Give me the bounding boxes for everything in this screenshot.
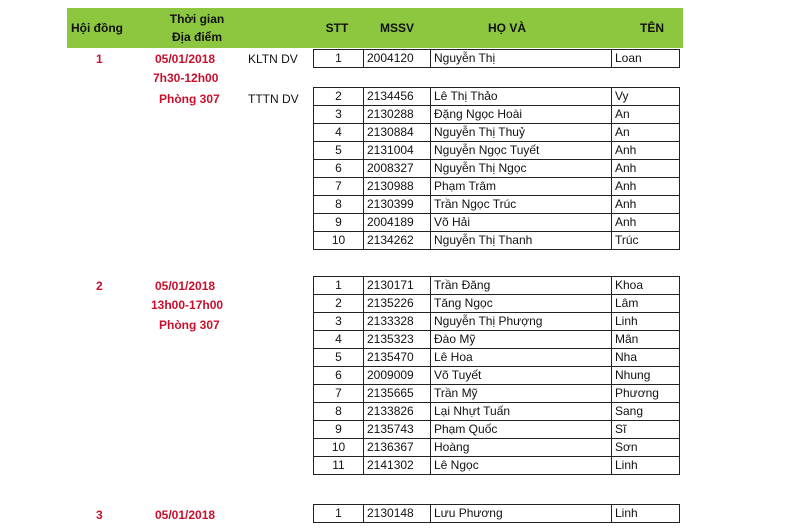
mssv-cell: 2131004	[364, 142, 431, 160]
ho-cell: Lại Nhựt Tuấn	[431, 403, 612, 421]
stt-cell: 1	[314, 505, 364, 523]
mssv-cell: 2133328	[364, 313, 431, 331]
ho-cell: Phạm Quốc	[431, 421, 612, 439]
ho-cell: Lê Thị Thảo	[431, 88, 612, 106]
table-row	[314, 295, 680, 313]
ho-cell: Nguyễn Thị Thuỷ	[431, 124, 612, 142]
table-row	[314, 385, 680, 403]
table-row	[314, 421, 680, 439]
council-2-table	[313, 276, 680, 475]
mssv-cell: 2008327	[364, 160, 431, 178]
mssv-cell: 2004120	[364, 50, 431, 68]
header-dia-diem: Địa điểm	[171, 30, 222, 44]
table-row	[314, 505, 680, 523]
ho-cell: Nguyễn Ngọc Tuyết	[431, 142, 612, 160]
ten-cell: Phương	[612, 385, 680, 403]
table-row	[314, 349, 680, 367]
mssv-cell: 2134262	[364, 232, 431, 250]
ten-cell: Anh	[612, 178, 680, 196]
stt-cell: 3	[314, 313, 364, 331]
table-row	[314, 160, 680, 178]
mssv-cell: 2130171	[364, 277, 431, 295]
header-ho-va: HỌ VÀ	[487, 21, 526, 35]
council-2-time: 13h00-17h00	[151, 298, 224, 312]
ho-cell: Lê Hoa	[431, 349, 612, 367]
table-row	[314, 214, 680, 232]
ten-cell: Khoa	[612, 277, 680, 295]
council-2-room: Phòng 307	[159, 318, 220, 332]
council-1-room: Phòng 307	[159, 92, 220, 106]
ten-cell: Sĩ	[612, 421, 680, 439]
mssv-cell: 2130988	[364, 178, 431, 196]
ho-cell: Đặng Ngọc Hoài	[431, 106, 612, 124]
ten-cell: Nha	[612, 349, 680, 367]
council-2-date: 05/01/2018	[155, 279, 216, 293]
ho-cell: Lê Ngọc	[431, 457, 612, 475]
council-1-date: 05/01/2018	[155, 52, 216, 66]
mssv-cell: 2136367	[364, 439, 431, 457]
ho-cell: Trần Đăng	[431, 277, 612, 295]
ten-cell: Trúc	[612, 232, 680, 250]
table-row	[314, 178, 680, 196]
table-row	[314, 124, 680, 142]
stt-cell: 7	[314, 178, 364, 196]
ho-cell: Võ Tuyết	[431, 367, 612, 385]
table-row	[314, 331, 680, 349]
mssv-cell: 2130884	[364, 124, 431, 142]
table-row	[314, 313, 680, 331]
ten-cell: Mân	[612, 331, 680, 349]
mssv-cell: 2141302	[364, 457, 431, 475]
ho-cell: Trần Ngọc Trúc	[431, 196, 612, 214]
table-row	[314, 50, 680, 68]
stt-cell: 1	[314, 50, 364, 68]
council-1-time: 7h30-12h00	[153, 71, 219, 85]
stt-cell: 8	[314, 196, 364, 214]
stt-cell: 10	[314, 232, 364, 250]
ho-cell: Hoàng	[431, 439, 612, 457]
council-3-date: 05/01/2018	[155, 508, 216, 522]
ho-cell: Lưu Phương	[431, 505, 612, 523]
table-row	[314, 106, 680, 124]
stt-cell: 11	[314, 457, 364, 475]
mssv-cell: 2009009	[364, 367, 431, 385]
table-row	[314, 367, 680, 385]
ten-cell: Sang	[612, 403, 680, 421]
ten-cell: Lâm	[612, 295, 680, 313]
council-1-type-tttn: TTTN DV	[248, 92, 299, 106]
table-header	[67, 8, 683, 48]
ho-cell: Nguyễn Thị Ngọc	[431, 160, 612, 178]
header-thoi-gian: Thời gian	[169, 12, 225, 26]
stt-cell: 5	[314, 142, 364, 160]
council-2-number: 2	[96, 279, 103, 293]
stt-cell: 9	[314, 214, 364, 232]
ho-cell: Võ Hải	[431, 214, 612, 232]
stt-cell: 10	[314, 439, 364, 457]
mssv-cell: 2135665	[364, 385, 431, 403]
stt-cell: 6	[314, 160, 364, 178]
stt-cell: 2	[314, 295, 364, 313]
ho-cell: Tăng Ngọc	[431, 295, 612, 313]
stt-cell: 4	[314, 124, 364, 142]
ten-cell: An	[612, 106, 680, 124]
mssv-cell: 2135226	[364, 295, 431, 313]
stt-cell: 6	[314, 367, 364, 385]
ho-cell: Nguyễn Thị Phượng	[431, 313, 612, 331]
ten-cell: Vy	[612, 88, 680, 106]
council-3-table	[313, 504, 680, 523]
ten-cell: Anh	[612, 214, 680, 232]
ho-cell: Trần Mỹ	[431, 385, 612, 403]
table-row	[314, 457, 680, 475]
mssv-cell: 2133826	[364, 403, 431, 421]
ten-cell: Linh	[612, 505, 680, 523]
mssv-cell: 2004189	[364, 214, 431, 232]
council-1-tttn-table	[313, 87, 680, 250]
mssv-cell: 2135470	[364, 349, 431, 367]
ten-cell: Nhung	[612, 367, 680, 385]
council-1-kltn-table	[313, 49, 680, 68]
ten-cell: Loan	[612, 50, 680, 68]
ten-cell: An	[612, 124, 680, 142]
ten-cell: Anh	[612, 160, 680, 178]
ten-cell: Anh	[612, 142, 680, 160]
stt-cell: 8	[314, 403, 364, 421]
council-3-number: 3	[96, 508, 103, 522]
ten-cell: Anh	[612, 196, 680, 214]
ten-cell: Linh	[612, 457, 680, 475]
table-row	[314, 142, 680, 160]
table-row	[314, 88, 680, 106]
table-row	[314, 232, 680, 250]
stt-cell: 1	[314, 277, 364, 295]
stt-cell: 2	[314, 88, 364, 106]
ho-cell: Nguyễn Thị	[431, 50, 612, 68]
header-ten: TÊN	[640, 21, 664, 35]
header-hoi-dong: Hội đồng	[71, 21, 123, 35]
table-row	[314, 439, 680, 457]
stt-cell: 5	[314, 349, 364, 367]
header-stt: STT	[325, 21, 349, 35]
mssv-cell: 2134456	[364, 88, 431, 106]
mssv-cell: 2130399	[364, 196, 431, 214]
stt-cell: 3	[314, 106, 364, 124]
mssv-cell: 2135323	[364, 331, 431, 349]
ho-cell: Phạm Trâm	[431, 178, 612, 196]
council-1-type-kltn: KLTN DV	[248, 52, 298, 66]
mssv-cell: 2135743	[364, 421, 431, 439]
stt-cell: 4	[314, 331, 364, 349]
mssv-cell: 2130148	[364, 505, 431, 523]
ho-cell: Nguyễn Thị Thanh	[431, 232, 612, 250]
table-row	[314, 277, 680, 295]
ten-cell: Sơn	[612, 439, 680, 457]
ten-cell: Linh	[612, 313, 680, 331]
stt-cell: 7	[314, 385, 364, 403]
table-row	[314, 196, 680, 214]
header-mssv: MSSV	[379, 21, 414, 35]
council-1-number: 1	[96, 52, 103, 66]
stt-cell: 9	[314, 421, 364, 439]
ho-cell: Đào Mỹ	[431, 331, 612, 349]
table-row	[314, 403, 680, 421]
mssv-cell: 2130288	[364, 106, 431, 124]
